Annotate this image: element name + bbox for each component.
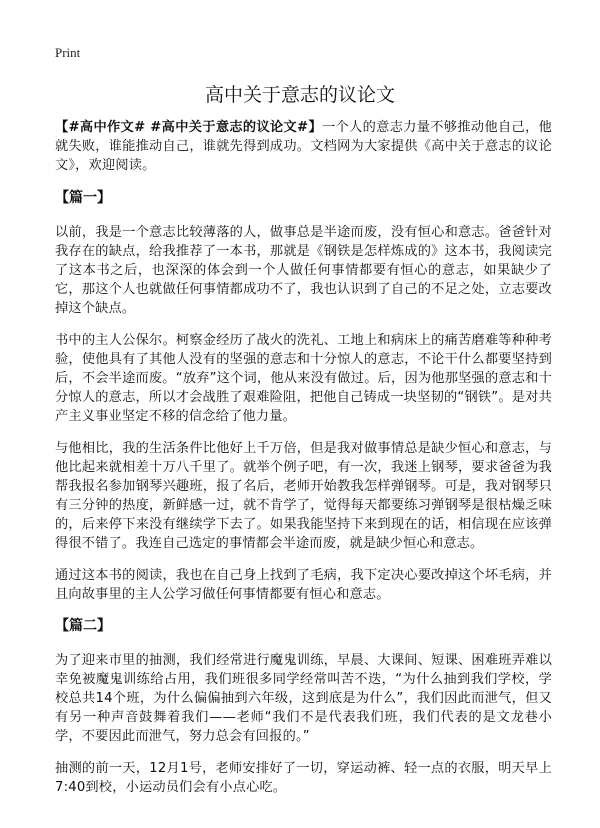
intro-tags: 【#高中作文# #高中关于意志的议论文#】 [55, 120, 322, 135]
section-1-paragraph-2: 书中的主人公保尔。柯察金经历了战火的洗礼、工地上和病床上的痛苦磨难等种种考验，使他具有了其他人没有的坚强的意志和十分惊人的意志，不论干什么都要坚持到后，不会半途而废。“放弃”这个词，他从来没有做过。后，因为他那坚强的意志和十分惊人的意志，所以才会战胜了艰难险阻，把他自己铸成一块坚韧的“钢铁”。是对共产主义事业坚定不移的信念给了他力量。 [55, 333, 552, 424]
intro-text: 一个人的意志力量不够推动他自己，他就失败，谁能推动自己，谁就先得到成功。文档网为大家提供《高中关于意志的议论文》，欢迎阅读。 [55, 120, 552, 173]
section-heading-1: 【篇一】 [55, 190, 111, 206]
document-body [55, 118, 552, 809]
print-label[interactable]: Print [55, 45, 81, 60]
intro-paragraph [55, 118, 552, 175]
section-2-paragraph-1: 为了迎来市里的抽测，我们经常进行魔鬼训练，早晨、大课间、短课、困难班弄难以幸免被魔鬼训练给占用，我们班很多同学经常叫苦不迭，“为什么抽到我们学校，学校总共14个班，为什么偏偏抽到六年级，这到底是为什么”，我们因此而泄气，但又有另一种声音鼓舞着我们——老师“我们不是代表我们班，我们代表的是文龙巷小学，不要因此而泄气，努力总会有回报的。” [55, 653, 552, 744]
page-title: 高中关于意志的议论文 [204, 84, 395, 106]
section-1-paragraph-1: 以前，我是一个意志比较薄落的人，做事总是半途而废，没有恒心和意志。爸爸针对我存在的缺点，给我推荐了一本书，那就是《钢铁是怎样炼成的》这本书，我阅读完了这本书之后，也深深的体会到一个人做任何事情都要有恒心的意志，如果缺少了它，那这个人也就做任何事情都成功不了，我也认识到了自己的不足之处，立志要改掉这个缺点。 [55, 225, 552, 316]
section-2-paragraph-2: 抽测的前一天，12月1号，老师安排好了一切，穿运动裤、轻一点的衣服，明天早上7:40到校，小运动员们会有小点心吃。 [55, 761, 552, 795]
section-1-paragraph-4: 通过这本书的阅读，我也在自己身上找到了毛病，我下定决心要改掉这个坏毛病，并且向故事里的主人公学习做任何事情都要有恒心和意志。 [55, 568, 552, 602]
section-heading-2: 【篇二】 [55, 618, 111, 634]
section-1-paragraph-3: 与他相比，我的生活条件比他好上千万倍，但是我对做事情总是缺少恒心和意志，与他比起来就相差十万八千里了。就举个例子吧，有一次，我迷上钢琴，要求爸爸为我帮我报名参加钢琴兴趣班，报了名后，老师开始教我怎样弹钢琴。可是，我对钢琴只有三分钟的热度，新鲜感一过，就不肯学了，觉得每天都要练习弹钢琴是很枯燥乏味的，后来停下来没有继续学下去了。如果我能坚持下来到现在的话，相信现在应该弹得很不错了。我连自己选定的事情都会半途而废，就是缺少恒心和意志。 [55, 441, 552, 551]
